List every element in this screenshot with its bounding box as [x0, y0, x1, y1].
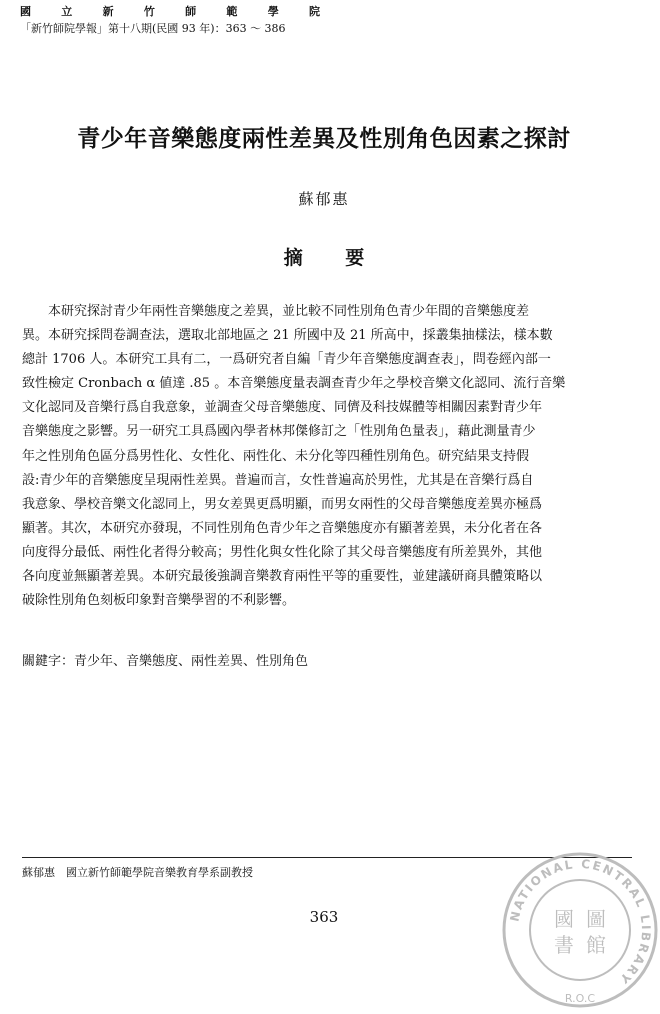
institution-char: 師 — [185, 5, 197, 18]
journal-citation: 「新竹師院學報」第十八期(民國 93 年)：363 ～ 386 — [20, 22, 286, 35]
abstract-line: 顯著。其次，本研究亦發現，不同性別角色青少年之音樂態度亦有顯著差異，未分化者在各 — [22, 520, 543, 536]
abstract-line: 總計 1706 人。本研究工具有二，一爲研究者自編「青少年音樂態度調查表」，問卷經內部一 — [22, 352, 551, 368]
library-stamp-icon — [500, 850, 660, 1010]
stamp-char: 圖 — [586, 907, 606, 931]
abstract-line: 年之性別角色區分爲男性化、女性化、兩性化、未分化等四種性別角色。研究結果支持假 — [22, 448, 530, 464]
stamp-char: 國 — [554, 907, 574, 931]
paper-title: 青少年音樂態度兩性差異及性別角色因素之探討 — [77, 125, 571, 152]
journal-institution-header — [20, 5, 320, 19]
stamp-bottom-text: R.O.C — [564, 992, 596, 1005]
paper-author: 蘇郁惠 — [298, 190, 350, 208]
page-number: 363 — [309, 908, 339, 926]
keywords: 關鍵字：青少年、音樂態度、兩性差異、性別角色 — [22, 654, 309, 669]
svg-text:NATIONAL CENTRAL LIBRARY — [507, 857, 653, 988]
author-footnote: 蘇郁惠 國立新竹師範學院音樂教育學系副教授 — [22, 866, 253, 879]
institution-char: 院 — [308, 5, 320, 18]
institution-char: 國 — [20, 5, 31, 18]
institution-char: 範 — [226, 5, 238, 18]
abstract-line: 本研究探討青少年兩性音樂態度之差異，並比較不同性別角色青少年間的音樂態度差 — [22, 304, 530, 319]
abstract-line: 文化認同及音樂行爲自我意象，並調查父母音樂態度、同儕及科技媒體等相關因素對青少年 — [22, 400, 543, 416]
library-stamp-watermark — [500, 850, 654, 1005]
institution-char: 新 — [102, 5, 114, 18]
stamp-char: 館 — [586, 933, 606, 957]
abstract-line: 我意象、學校音樂文化認同上，男女差異更爲明顯，而男女兩性的父母音樂態度差異亦極爲 — [22, 496, 543, 512]
abstract-line: 向度得分最低、兩性化者得分較高；男性化與女性化除了其父母音樂態度有所差異外，其他 — [22, 544, 543, 560]
institution-char: 竹 — [143, 5, 155, 18]
abstract-heading: 摘 要 — [283, 247, 383, 269]
abstract-line: 設:青少年的音樂態度呈現兩性差異。普遍而言，女性普遍高於男性，尤其是在音樂行爲自 — [22, 472, 534, 488]
abstract-line: 異。本研究採問卷調查法，選取北部地區之 21 所國中及 21 所高中，採叢集抽樣法，樣本數 — [22, 328, 553, 344]
abstract-body — [22, 300, 608, 613]
stamp-char: 書 — [554, 933, 574, 957]
institution-char: 立 — [61, 5, 73, 18]
stamp-ring-text: NATIONAL CENTRAL LIBRARY — [507, 856, 654, 988]
abstract-line: 音樂態度之影響。另一研究工具爲國內學者林邦傑修訂之「性別角色量表」，藉此測量青少 — [22, 424, 536, 440]
abstract-line: 各向度並無顯著差異。本研究最後強調音樂教育兩性平等的重要性，並建議研商具體策略以 — [22, 569, 543, 585]
abstract-line: 破除性別角色刻板印象對音樂學習的不利影響。 — [22, 593, 296, 609]
institution-char: 學 — [267, 5, 279, 18]
abstract-line: 致性檢定 Cronbach α 値達 .85 。本音樂態度量表調查青少年之學校音樂文化認同、流行音樂 — [22, 376, 566, 392]
